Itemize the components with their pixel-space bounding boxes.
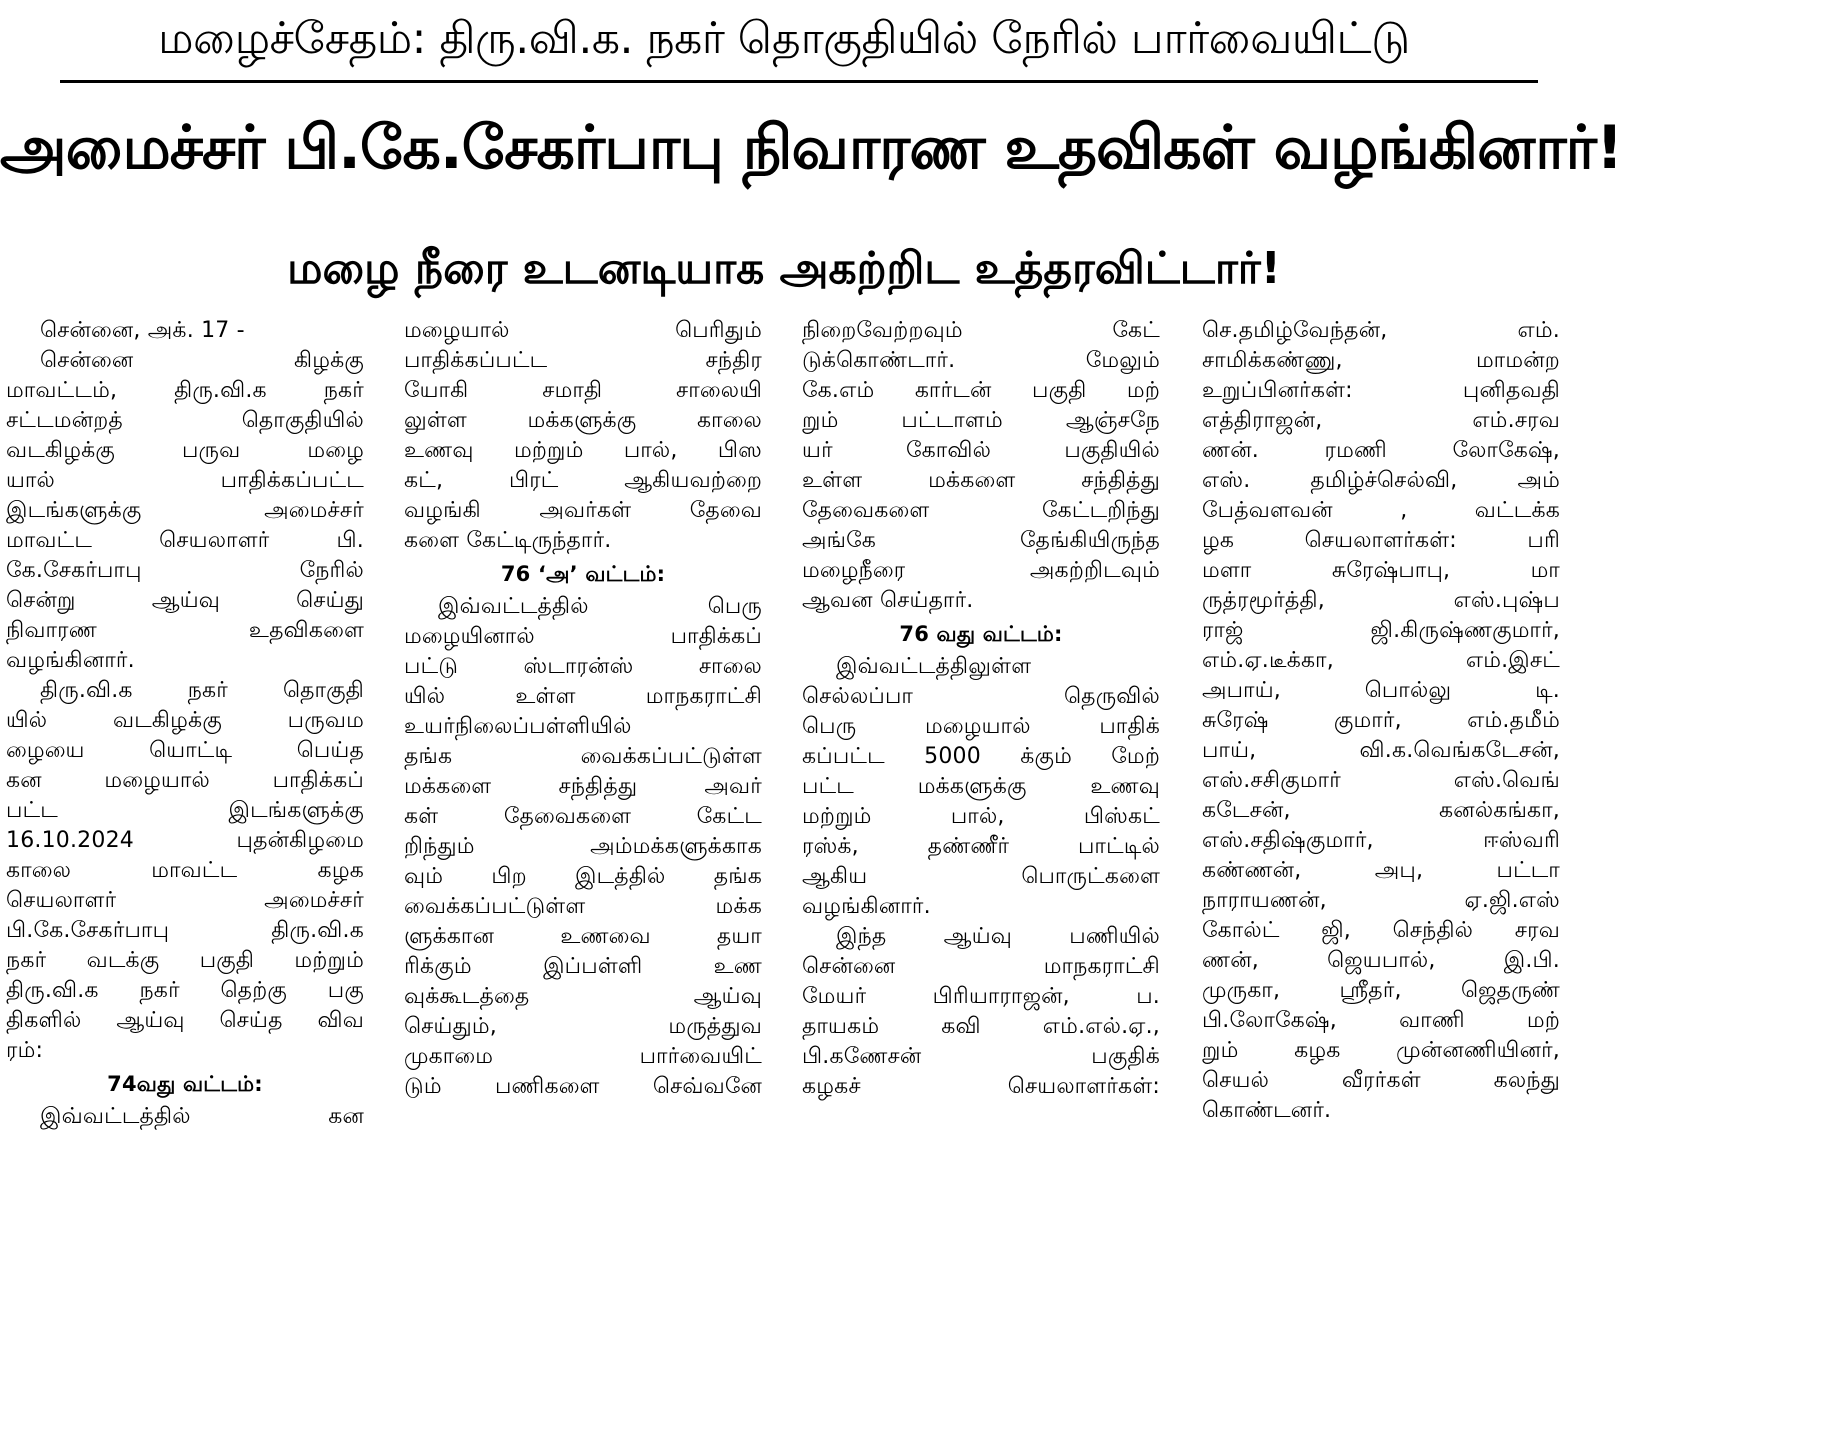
article-line: கண்ணன், அபு, பட்டா [1202,858,1560,883]
article-line: உறுப்பினர்கள்: புனிதவதி [1202,378,1560,403]
article-line: காலை மாவட்ட கழக [6,858,364,883]
article-line: திகளில் ஆய்வு செய்த விவ [6,1008,364,1033]
article-line: வடகிழக்கு பருவ மழை [6,438,364,463]
article-line: செயல் வீரர்கள் கலந்து [1202,1068,1560,1093]
article-line: கடேசன், கனல்கங்கா, [1202,798,1560,823]
article-column-1 [6,316,364,1224]
article-line: பி.லோகேஷ், வாணி மற் [1202,1008,1560,1033]
article-line: பெரு மழையால் பாதிக் [802,714,1160,739]
article-line: றும் பட்டாளம் ஆஞ்சநே [802,408,1160,433]
article-line: யர் கோவில் பகுதியில் [802,438,1160,463]
article-line: சென்று ஆய்வு செய்து [6,588,364,613]
article-line: பாய், வி.க.வெங்கடேசன், [1202,738,1560,763]
article-line: சுரேஷ் குமார், எம்.தமீம் [1202,708,1560,733]
article-line: பி.கே.சேகர்பாபு திரு.வி.க [6,918,364,943]
article-line: கே.எம் கார்டன் பகுதி மற் [802,378,1160,403]
kicker-headline: மழைச்சேதம்: திரு.வி.க. நகர் தொகுதியில் நேரில் பார்வையிட்டு [158,13,1410,64]
article-line: வைக்கப்பட்டுள்ள மக்க [404,894,762,919]
article-line: செல்லப்பா தெருவில் [802,684,1160,709]
article-line: பட்ட இடங்களுக்கு [6,798,364,823]
article-line: அங்கே தேங்கியிருந்த [802,528,1160,553]
article-line: சாமிக்கண்ணு, மாமன்ற [1202,348,1560,373]
article-line: யில் உள்ள மாநகராட்சி [404,684,762,709]
article-line: யில் வடகிழக்கு பருவம [6,708,364,733]
article-line: திரு.வி.க நகர் தொகுதி [40,678,364,703]
article-line: இவ்வட்டத்தில் பெரு [438,594,762,619]
article-line: ரிக்கும் இப்பள்ளி உண [404,954,762,979]
article-line: வழங்கி அவர்கள் தேவை [404,498,762,523]
article-line: ழக செயலாளர்கள்: பரி [1202,528,1560,553]
article-line: எஸ்.சசிகுமார் எஸ்.வெங் [1202,768,1560,793]
article-column-2 [404,316,762,1224]
article-line: லுள்ள மக்களுக்கு காலை [404,408,762,433]
article-line: மழையினால் பாதிக்கப் [404,624,762,649]
article-line: மற்றும் பால், பிஸ்கட் [802,804,1160,829]
article-line: ரஸ்க், தண்ணீர் பாட்டில் [802,834,1160,859]
sub-headline: மழை நீரை உடனடியாக அகற்றிட உத்தரவிட்டார்! [287,243,1281,294]
article-line: சட்டமன்றத் தொகுதியில் [6,408,364,433]
article-line: சென்னை, அக். 17 - [40,318,245,343]
article-line: டுக்கொண்டார். மேலும் [802,348,1160,373]
article-line: செ.தமிழ்வேந்தன், எம். [1202,318,1560,343]
article-line: நிறைவேற்றவும் கேட் [802,318,1160,343]
article-line: ழையை யொட்டி பெய்த [6,738,364,763]
article-line: சென்னை கிழக்கு [40,348,364,373]
article-line: வும் பிற இடத்தில் தங்க [404,864,762,889]
article-line: களை கேட்டிருந்தார். [404,528,612,553]
article-line: ராஜ் ஜி.கிருஷ்ணகுமார், [1202,618,1560,643]
section-heading: 76 ‘அ’ வட்டம்: [500,562,666,586]
article-line: மளா சுரேஷ்பாபு, மா [1202,558,1560,583]
article-line: பேத்வளவன் , வட்டக்க [1202,498,1560,523]
article-line: நிவாரண உதவிகளை [6,618,364,643]
article-line: தேவைகளை கேட்டறிந்து [802,498,1160,523]
article-line: ணன், ஜெயபால், இ.பி. [1202,948,1560,973]
article-line: ஆவன செய்தார். [802,588,974,613]
article-line: எத்திராஜன், எம்.சரவ [1202,408,1560,433]
main-headline: அமைச்சர் பி.கே.சேகர்பாபு நிவாரண உதவிகள் வழங்கினார்! [0,113,1623,183]
article-line: திரு.வி.க நகர் தெற்கு பகு [6,978,364,1003]
article-line: நாராயணன், ஏ.ஜி.எஸ் [1202,888,1560,913]
article-line: கட், பிரட் ஆகியவற்றை [404,468,762,493]
article-line: முருகா, ஸ்ரீதர், ஜெதருண் [1202,978,1560,1003]
article-line: ரம்: [6,1038,44,1063]
article-line: மழைநீரை அகற்றிடவும் [802,558,1160,583]
article-line: நகர் வடக்கு பகுதி மற்றும் [6,948,364,973]
article-line: எஸ்.சதிஷ்குமார், ஈஸ்வரி [1202,828,1560,853]
article-line: கொண்டனர். [1202,1098,1332,1123]
article-line: தாயகம் கவி எம்.எல்.ஏ., [802,1014,1160,1039]
article-line: உயர்நிலைப்பள்ளியில் [404,714,632,739]
article-line: ணன். ரமணி லோகேஷ், [1202,438,1560,463]
article-line: ஆகிய பொருட்களை [802,864,1160,889]
article-line: கப்பட்ட 5000 க்கும் மேற் [802,744,1160,769]
article-line: ளுக்கான உணவை தயா [404,924,762,949]
article-line: றும் கழக முன்னணியினர், [1202,1038,1560,1063]
article-line: இந்த ஆய்வு பணியில் [836,924,1160,949]
article-line: எம்.ஏ.டீக்கா, எம்.இசட் [1202,648,1560,673]
article-line: டும் பணிகளை செவ்வனே [404,1074,762,1099]
article-line: உணவு மற்றும் பால், பிஸ [404,438,762,463]
article-line: மக்களை சந்தித்து அவர் [404,774,762,799]
article-line: வுக்கூடத்தை ஆய்வு [404,984,762,1009]
article-line: செய்தும், மருத்துவ [404,1014,762,1039]
article-line: உள்ள மக்களை சந்தித்து [802,468,1160,493]
article-line: கோல்ட் ஜி, செந்தில் சரவ [1202,918,1560,943]
article-line: மேயர் பிரியாராஜன், ப. [802,984,1160,1009]
article-line: கே.சேகர்பாபு நேரில் [6,558,364,583]
article-line: செயலாளர் அமைச்சர் [6,888,364,913]
article-line: இவ்வட்டத்தில் கன [40,1104,364,1129]
article-line: மாவட்ட செயலாளர் பி. [6,528,364,553]
article-line: அபாய், பொல்லு டி. [1202,678,1560,703]
article-line: கன மழையால் பாதிக்கப் [6,768,364,793]
article-line: யால் பாதிக்கப்பட்ட [6,468,364,493]
article-line: பி.கணேசன் பகுதிக் [802,1044,1160,1069]
article-line: பாதிக்கப்பட்ட சந்திர [404,348,762,373]
article-column-3 [802,316,1160,1224]
article-line: கள் தேவைகளை கேட்ட [404,804,762,829]
article-line: ருத்ரமூர்த்தி, எஸ்.புஷ்ப [1202,588,1560,613]
article-column-4 [1202,316,1560,1224]
article-line: இடங்களுக்கு அமைச்சர் [6,498,364,523]
section-heading: 76 வது வட்டம்: [899,622,1063,646]
article-line: பட்டு ஸ்டாரன்ஸ் சாலை [404,654,762,679]
article-line: கழகச் செயலாளர்கள்: [802,1074,1160,1099]
article-line: எஸ். தமிழ்ச்செல்வி, அம் [1202,468,1560,493]
article-line: வழங்கினார். [6,648,135,673]
section-heading: 74வது வட்டம்: [107,1072,263,1096]
article-line: இவ்வட்டத்திலுள்ள [836,654,1032,679]
article-line: யோகி சமாதி சாலையி [404,378,762,403]
article-line: பட்ட மக்களுக்கு உணவு [802,774,1160,799]
article-line: வழங்கினார். [802,894,931,919]
kicker-rule [60,80,1538,83]
article-line: தங்க வைக்கப்பட்டுள்ள [404,744,762,769]
article-line: மாவட்டம், திரு.வி.க நகர் [6,378,364,403]
article-line: 16.10.2024 புதன்கிழமை [6,828,364,853]
article-line: மழையால் பெரிதும் [404,318,762,343]
article-line: முகாமை பார்வையிட் [404,1044,762,1069]
article-line: றிந்தும் அம்மக்களுக்காக [404,834,762,859]
article-line: சென்னை மாநகராட்சி [802,954,1160,979]
